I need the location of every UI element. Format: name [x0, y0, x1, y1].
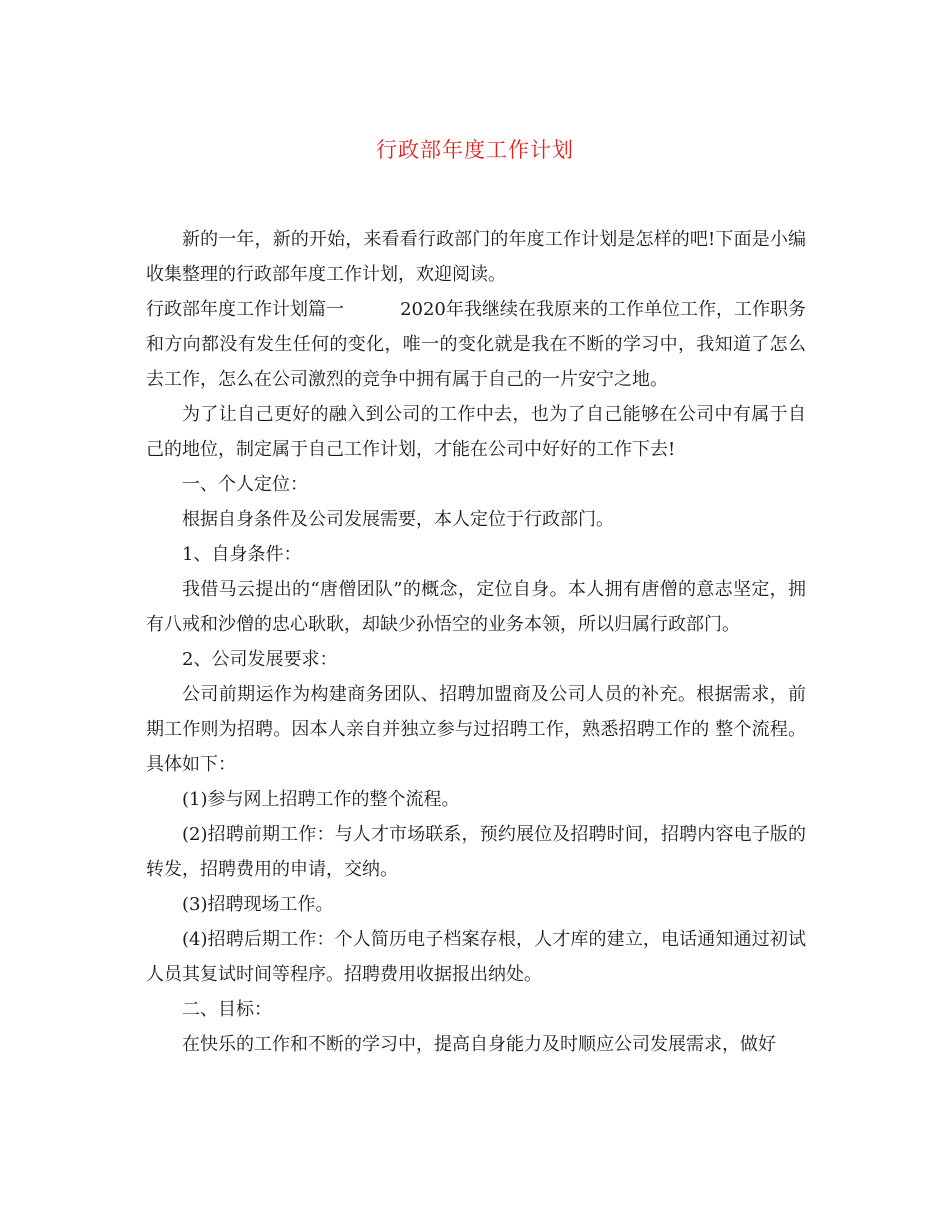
heading-company-requirements: 2、公司发展要求：: [182, 649, 338, 670]
heading-goals: 二、目标：: [182, 999, 272, 1020]
list-item-3: (3)招聘现场工作。: [182, 894, 334, 915]
heading-personal-position: 一、个人定位：: [182, 474, 308, 495]
section1-paragraph: [146, 292, 806, 397]
paragraph-3: 根据自身条件及公司发展需要，本人定位于行政部门。: [182, 509, 614, 530]
section1-text: 2020年我继续在我原来的工作单位工作，工作职务和方向都没有发生任何的变化，唯一的变化就是我在不断的学习中，我知道了怎么去工作，怎么在公司激烈的竞争中拥有属于自己的一片安宁之地。: [146, 299, 807, 390]
paragraph-5: 公司前期运作为构建商务团队、招聘加盟商及公司人员的补充。根据需求，前期工作则为招聘。因本人亲自并独立参与过招聘工作，熟悉招聘工作的 整个流程。具体如下：: [146, 684, 806, 775]
intro-paragraph: 新的一年，新的开始，来看看行政部门的年度工作计划是怎样的吧!下面是小编收集整理的行政部年度工作计划，欢迎阅读。: [146, 229, 806, 285]
list-item-2: (2)招聘前期工作：与人才市场联系，预约展位及招聘时间，招聘内容电子版的转发，招聘费用的申请，交纳。: [146, 824, 806, 880]
list-item-1: (1)参与网上招聘工作的整个流程。: [182, 789, 460, 810]
document-title: 行政部年度工作计划: [376, 138, 574, 162]
document-body: [146, 222, 806, 1062]
paragraph-2: 为了让自己更好的融入到公司的工作中去，也为了自己能够在公司中有属于自己的地位，制定属于自己工作计划，才能在公司中好好的工作下去!: [146, 404, 806, 460]
section1-heading: 行政部年度工作计划篇一: [146, 299, 345, 320]
paragraph-4: 我借马云提出的“唐僧团队”的概念，定位自身。本人拥有唐僧的意志坚定，拥有八戒和沙僧的忠心耿耿，却缺少孙悟空的业务本领，所以归属行政部门。: [146, 579, 806, 635]
paragraph-6: 在快乐的工作和不断的学习中，提高自身能力及时顺应公司发展需求，做好: [182, 1034, 776, 1055]
list-item-4: (4)招聘后期工作：个人简历电子档案存根，人才库的建立，电话通知通过初试人员其复试时间等程序。招聘费用收据报出纳处。: [146, 929, 806, 985]
heading-own-conditions: 1、自身条件：: [182, 544, 302, 565]
